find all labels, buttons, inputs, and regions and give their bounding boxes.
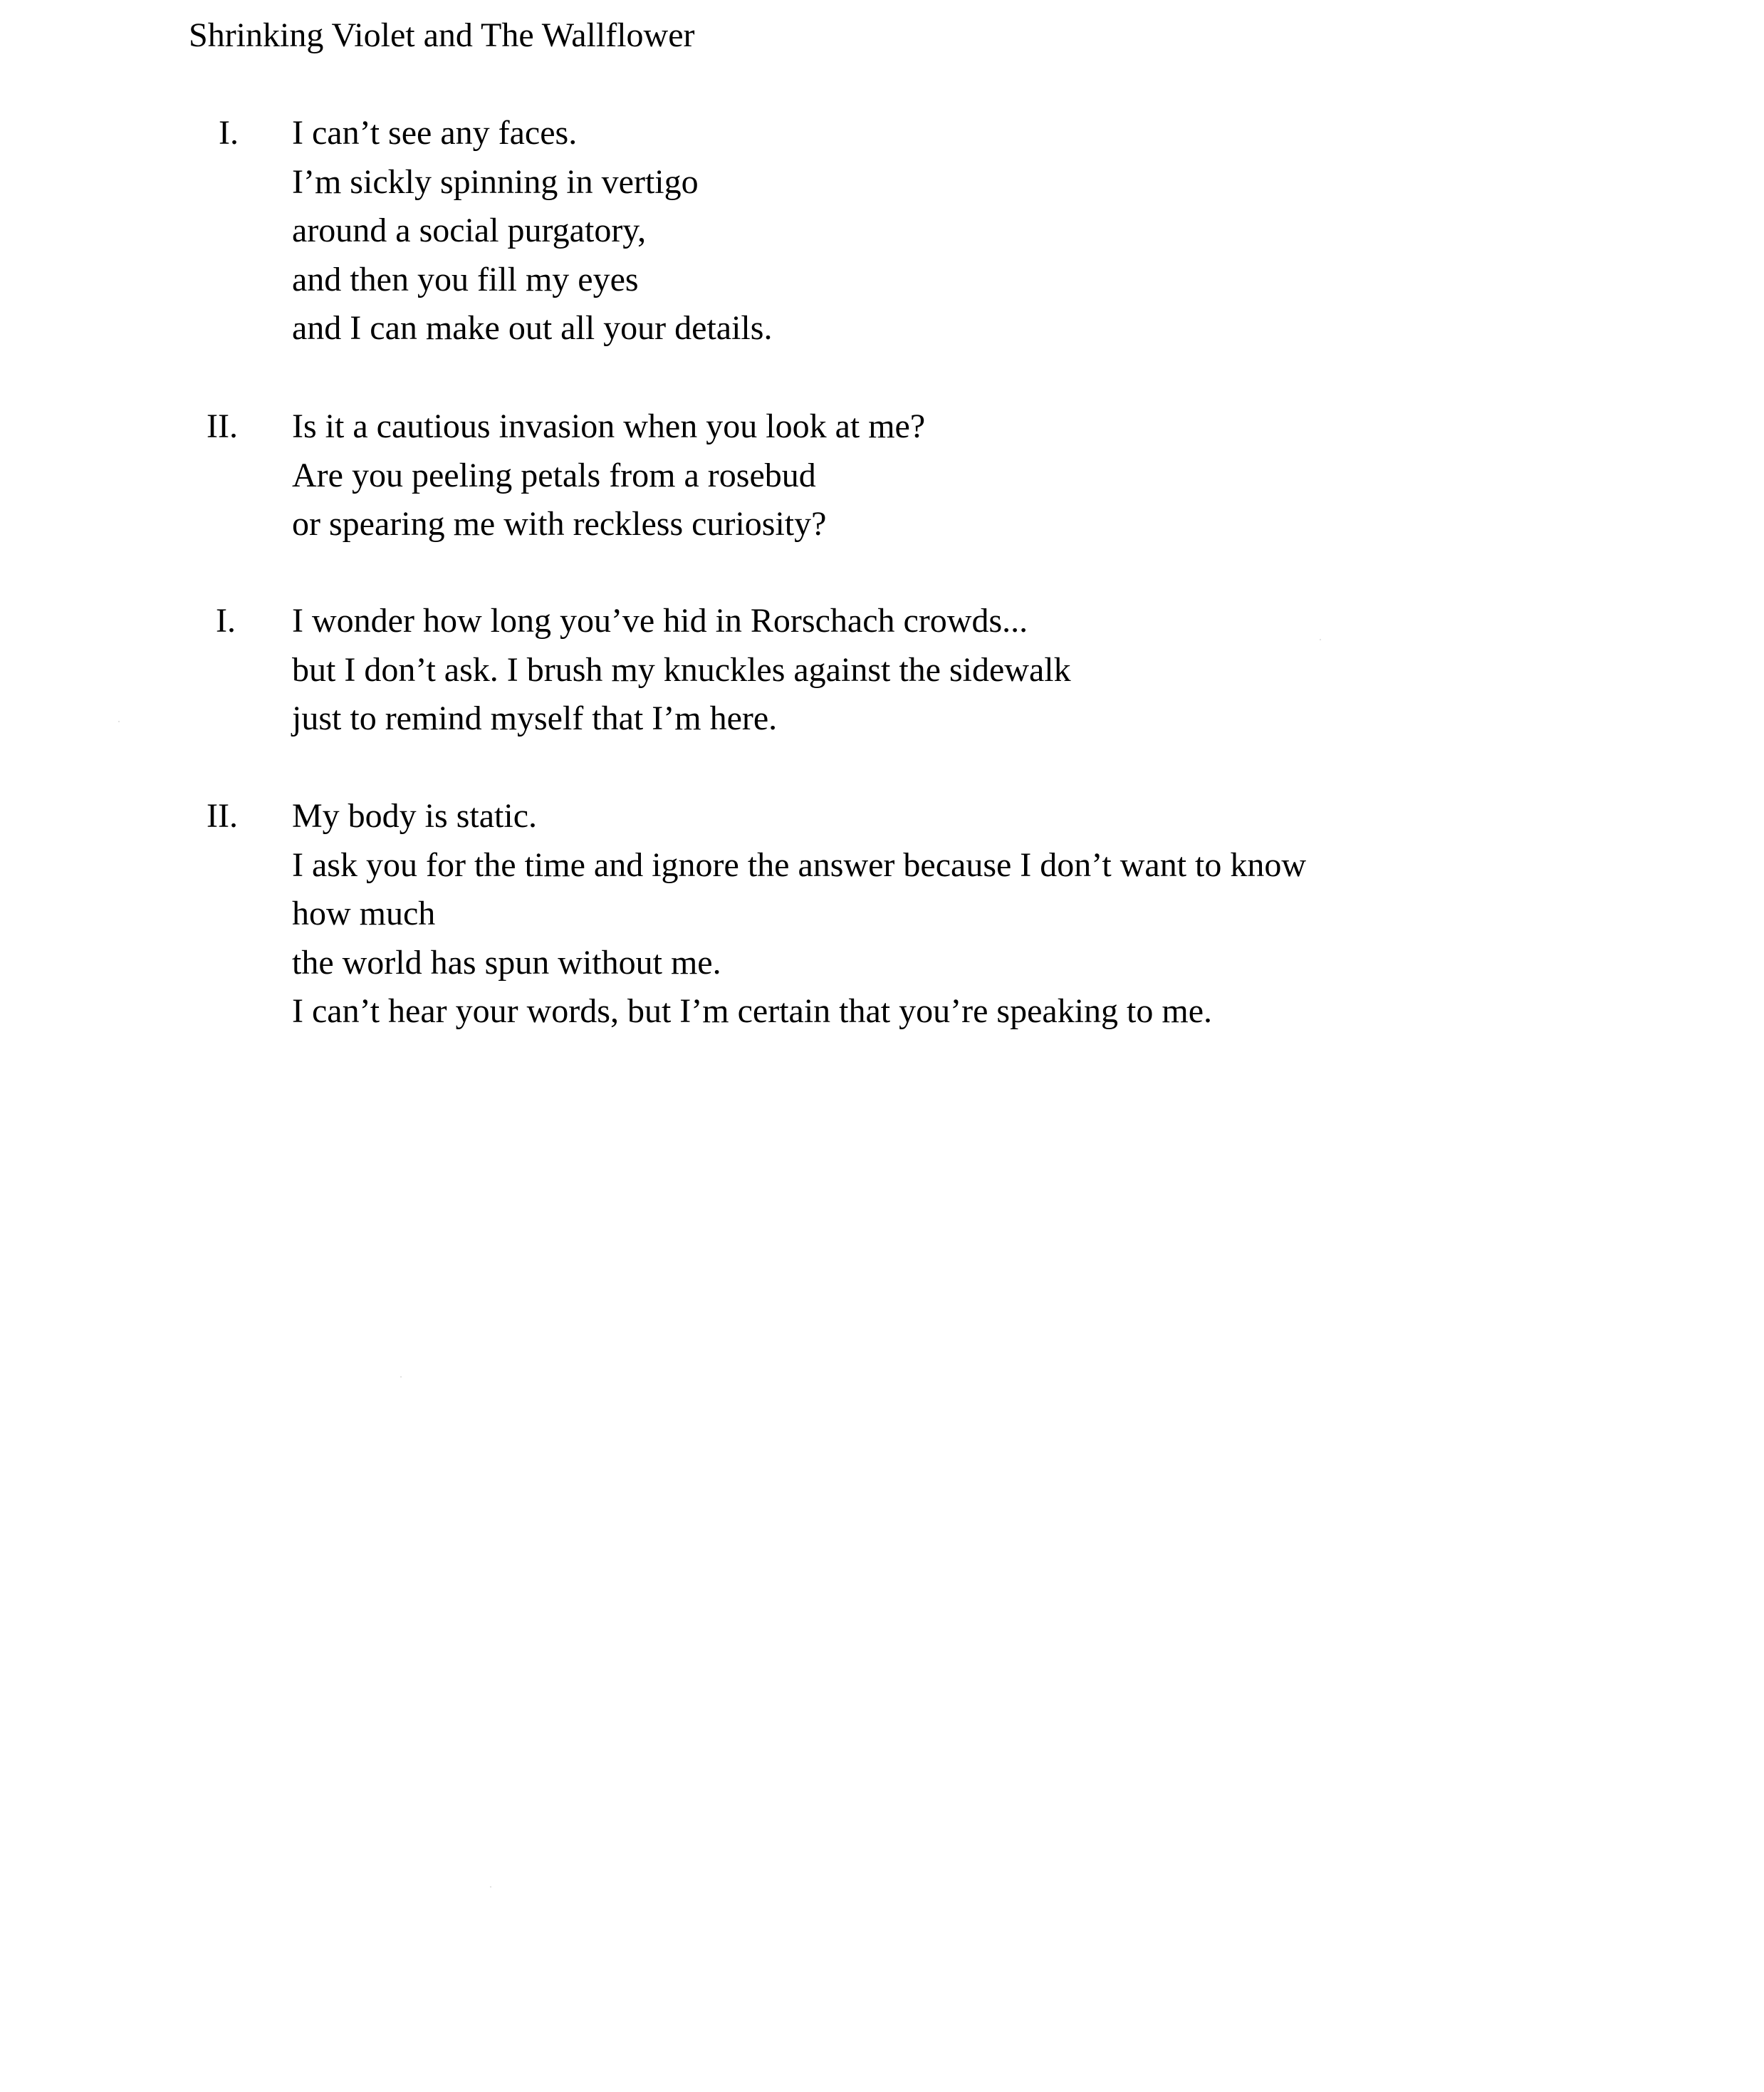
scan-speck (118, 721, 120, 722)
poem-line: I wonder how long you’ve hid in Rorschach crowds... (292, 602, 1028, 640)
scan-speck (1320, 639, 1321, 640)
stanza-numeral: I. (216, 602, 236, 640)
poem-line: My body is static. (292, 797, 537, 835)
poem-line: I ask you for the time and ignore the answer because I don’t want to know (292, 845, 1307, 884)
scan-speck (400, 1376, 402, 1378)
stanza-lines (292, 792, 1306, 1036)
stanza-numeral: II. (207, 797, 238, 835)
poem-line: I can’t see any faces. (292, 114, 578, 152)
stanza-numeral: II. (207, 407, 238, 445)
stanza-lines (292, 597, 1071, 744)
poem-line: around a social purgatory, (292, 212, 647, 249)
stanza-lines (292, 402, 925, 549)
poem-line: and then you fill my eyes (292, 260, 639, 298)
poem-line: just to remind myself that I’m here. (292, 699, 778, 737)
stanza-numeral: I. (219, 114, 239, 152)
scan-speck (490, 1886, 491, 1888)
poem-title: Shrinking Violet and The Wallflower (189, 16, 695, 54)
poem-line: and I can make out all your details. (292, 309, 773, 347)
poem-line: Is it a cautious invasion when you look at me? (292, 407, 926, 445)
stanza-lines (292, 109, 772, 353)
poem-line: I can’t hear your words, but I’m certain that you’re speaking to me. (292, 992, 1213, 1030)
poem-line: the world has spun without me. (292, 943, 721, 982)
poem-line: Are you peeling petals from a rosebud (292, 456, 816, 494)
poem-line: or spearing me with reckless curiosity? (292, 505, 827, 543)
poem-line: but I don’t ask. I brush my knuckles against the sidewalk (292, 650, 1071, 689)
poem-line: I’m sickly spinning in vertigo (292, 162, 699, 201)
poem-line: how much (292, 895, 436, 932)
